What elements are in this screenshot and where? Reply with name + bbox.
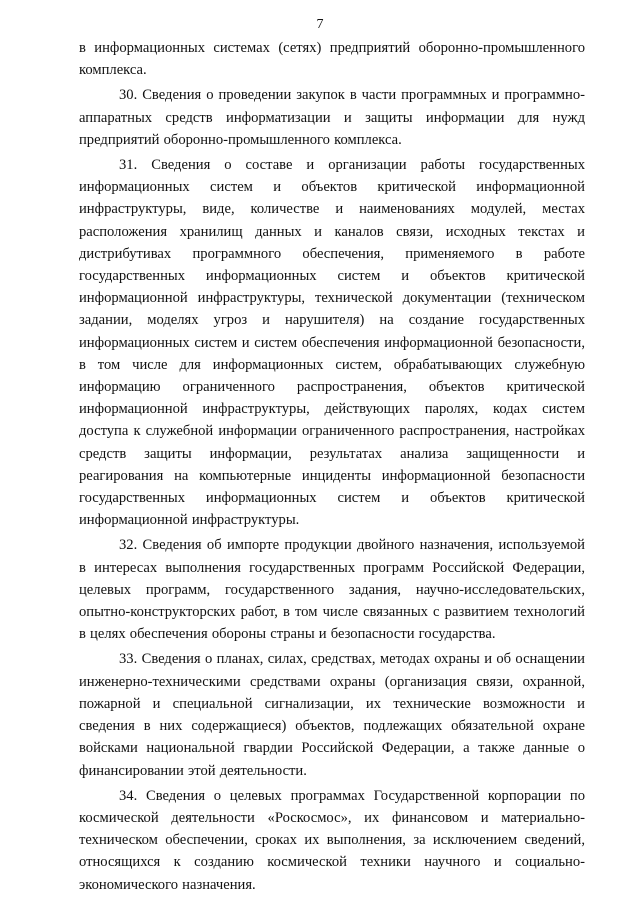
paragraph-item-30: 30. Сведения о проведении закупок в части программных и программно-аппаратных средств информатизации и защиты информации для нужд предприятий оборонно-промышленного комплекса. — [79, 87, 585, 148]
paragraph-item-32: 32. Сведения об импорте продукции двойного назначения, используемой в интересах выполнения государственных программ Российской Федерации, целевых программ, государственного задания, научно-исследовательских, опытно-конструкторских работ, в том числе связанных с развитием технологий в целях обеспечения обороны страны и безопасности государства. — [79, 537, 585, 643]
paragraph-item-31: 31. Сведения о составе и организации работы государственных информационных систем и объектов критической информационной инфраструктуры, виде, количестве и наименованиях модулей, местах расположения хранилищ данных и каналов связи, исходных текстах и дистрибутивах программного обеспечения, применяемого в работе государственных информационных систем и объектов критической информационной инфраструктуры, технической документации (техническом задании, моделях угроз и нарушителя) на создание государственных информационных систем и систем обеспечения информационной безопасности, в том числе для информационных систем, обрабатывающих служебную информацию ограниченного распространения, объектов критической информационной инфраструктуры, действующих паролях, кодах систем доступа к служебной информации ограниченного распространения, настройках средств защиты информации, результатах анализа защищенности и реагирования на компьютерные инциденты информационной безопасности государственных информационных систем и объектов критической информационной инфраструктуры. — [79, 157, 585, 529]
document-body — [79, 37, 585, 896]
paragraph-item-33: 33. Сведения о планах, силах, средствах, методах охраны и об оснащении инженерно-техническими средствами охраны (организация связи, охранной, пожарной и специальной сигнализации, их технические возможности и сведения в них содержащиеся) объектов, подлежащих обязательной охране войсками национальной гвардии Российской Федерации, а также данные о финансировании этой деятельности. — [79, 651, 585, 779]
page-number: 7 — [316, 17, 324, 32]
paragraph-continuation: в информационных системах (сетях) предприятий оборонно-промышленного комплекса. — [79, 40, 585, 79]
paragraph-item-34: 34. Сведения о целевых программах Государственной корпорации по космической деятельности «Роскосмос», их финансовом и материально-техническом обеспечении, сроках их выполнения, за исключением сведений, относящихся к созданию космической техники научного и социально-экономического назначения. — [79, 787, 585, 893]
